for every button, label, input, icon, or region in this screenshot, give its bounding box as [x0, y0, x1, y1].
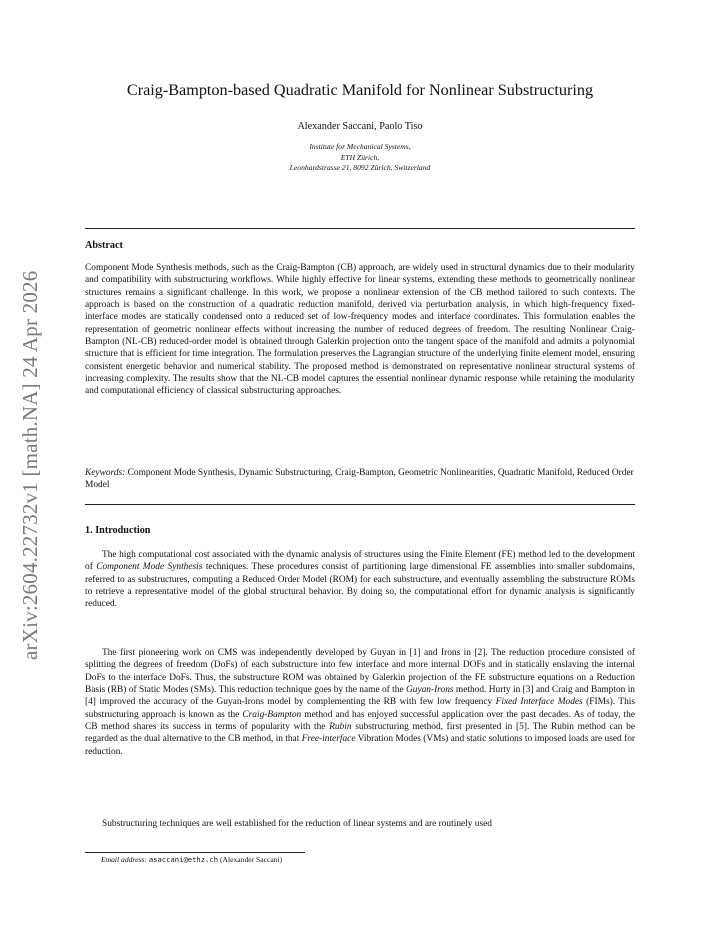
affiliation-line: Leonhardstrasse 21, 8092 Zürich, Switzerland — [289, 163, 431, 172]
affiliation-line: ETH Zürich, — [340, 152, 380, 162]
intro-paragraph-1: The high computational cost associated with the dynamic analysis of structures using the Finite Element (FE) method led to the development of Component Mode Synthesis techniques. These procedures consist of partitioning large dimensional FE assemblies into smaller subdomains, referred to as substructures, computing a Reduced Order Model (ROM) for each substructure, and eventually assembling the substructure ROMs to retrieve a representative model of the global structural behavior. By doing so, the computational effort for dynamic analysis is significantly reduced. — [85, 550, 636, 610]
abstract-top-rule — [85, 228, 635, 229]
footnote-name: (Alexander Saccani) — [219, 855, 283, 864]
keywords-label: Keywords: — [85, 468, 126, 478]
abstract-bottom-rule — [85, 504, 635, 505]
author-email[interactable]: asaccani@ethz.ch — [148, 855, 219, 864]
footnote-rule — [85, 852, 305, 853]
footnote-label: Email address: — [101, 855, 147, 864]
affiliation-line: Institute for Mechanical Systems, — [309, 142, 411, 151]
paper-title: Craig-Bampton-based Quadratic Manifold for Nonlinear Substructuring — [126, 81, 594, 99]
keywords-text: Component Mode Synthesis, Dynamic Substructuring, Craig-Bampton, Geometric Nonlinearities, Quadratic Manifold, Reduced Order Model — [85, 468, 634, 491]
abstract-heading: Abstract — [85, 240, 123, 251]
intro-paragraph-2: The first pioneering work on CMS was independently developed by Guyan in [1] and Irons in [2]. The reduction procedure consisted of splitting the degrees of freedom (DoFs) of each substructure into few interface and more internal DOFs and in statically enslaving the internal DoFs to the interface DoFs. Thus, the substructure ROM was obtained by Galerkin projection of the FE substructure equations on a Reduction Basis (RB) of Static Modes (SMs). This reduction technique goes by the name of the Guyan-Irons method. Hurty in [3] and Craig and Bampton in [4] improved the accuracy of the Guyan-Irons model by complementing the RB with few low frequency Fixed Interface Modes (FIMs). This substructuring approach is known as the Craig-Bampton method and has enjoyed successful application over the past decades. As of today, the CB method shares its success in terms of popularity with the Rubin substructuring method, first presented in [5]. The Rubin method can be regarded as the dual alternative to the CB method, in that Free-interface Vibration Modes (VMs) and static solutions to imposed loads are used for reduction. — [85, 648, 636, 757]
intro-paragraph-3: Substructuring techniques are well established for the reduction of linear systems and are routinely used — [102, 819, 492, 829]
paper-authors: Alexander Saccani, Paolo Tiso — [297, 121, 423, 132]
arxiv-identifier: arXiv:2604.22732v1 [math.NA] 24 Apr 2026 — [18, 270, 42, 660]
author-affiliation — [0, 142, 720, 174]
keywords — [85, 467, 635, 492]
section-heading: 1. Introduction — [85, 525, 151, 536]
footnote — [101, 855, 282, 864]
abstract-text: Component Mode Synthesis methods, such as the Craig-Bampton (CB) approach, are widely used in structural dynamics due to their modularity and compatibility with substructuring workflows. While highly effective for linear systems, extending these methods to geometrically nonlinear structures remains a significant challenge. In this work, we propose a nonlinear extension of the CB method tailored to such contexts. The approach is based on the construction of a quadratic reduction manifold, derived via perturbation analysis, in which high-frequency fixed-interface modes are statically condensed onto a reduced set of low-frequency modes and interface coordinates. This formulation enables the representation of geometric nonlinear effects without increasing the number of reduced degrees of freedom. The resulting Nonlinear Craig-Bampton (NL-CB) reduced-order model is obtained through Galerkin projection onto the tangent space of the manifold and admits a polynomial structure that is efficient for time integration. The formulation preserves the Lagrangian structure of the underlying finite element model, ensuring consistent energetic behavior and numerical stability. The proposed method is demonstrated on representative nonlinear structural systems of increasing complexity. The results show that the NL-CB model captures the essential nonlinear dynamic response while retaining the modularity and computational efficiency of classical substructuring approaches. — [85, 263, 635, 397]
